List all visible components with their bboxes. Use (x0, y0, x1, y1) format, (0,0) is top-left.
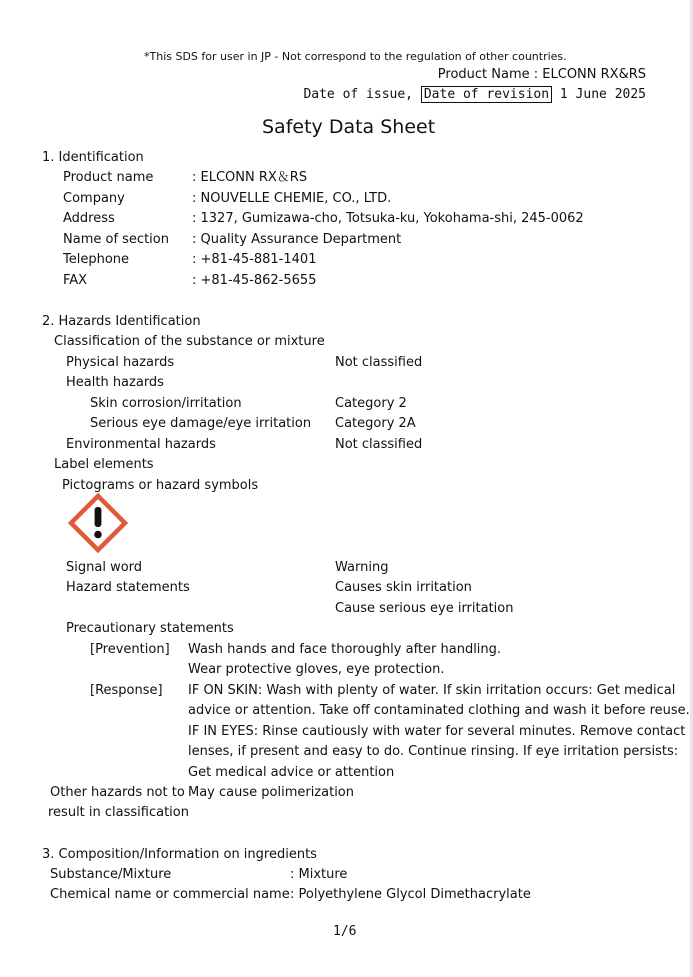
pictograms-heading: Pictograms or hazard symbols (62, 478, 259, 493)
physical-hazards-label: Physical hazards (66, 355, 175, 370)
label-elements-heading: Label elements (54, 457, 154, 472)
s1-label-fax: FAX (63, 273, 88, 288)
exclamation-mark-pictogram-icon (68, 493, 128, 553)
date-revision-box: Date of revision (421, 86, 552, 103)
product-name-header: Product Name : ELCONN RX&RS (437, 67, 646, 82)
date-line (303, 87, 646, 103)
date-prefix: Date of issue, (303, 87, 414, 102)
s1-value-section: : Quality Assurance Department (192, 232, 402, 247)
signal-word-value: Warning (335, 560, 389, 575)
s1-label-telephone: Telephone (63, 252, 130, 267)
hazard-statements-label: Hazard statements (66, 580, 190, 595)
skin-corrosion-label: Skin corrosion/irritation (90, 396, 242, 411)
response-line-4: lenses, if present and easy to do. Continue rinsing. If eye irritation persists: (188, 744, 679, 759)
section3-heading: 3. Composition/Information on ingredients (42, 847, 317, 862)
prevention-label: [Prevention] (90, 642, 170, 657)
response-line-5: Get medical advice or attention (188, 765, 395, 780)
classification-heading: Classification of the substance or mixture (54, 334, 325, 349)
environmental-hazards-value: Not classified (335, 437, 423, 452)
eye-damage-label: Serious eye damage/eye irritation (90, 416, 312, 431)
other-hazards-label-1: Other hazards not to (50, 785, 185, 800)
s1-value-fax: : +81-45-862-5655 (192, 273, 317, 288)
s1-value-company: : NOUVELLE CHEMIE, CO., LTD. (192, 191, 392, 206)
section1-heading: 1. Identification (42, 150, 144, 165)
hazard-statement-2: Cause serious eye irritation (335, 601, 514, 616)
date-value: 1 June 2025 (559, 87, 646, 102)
signal-word-label: Signal word (66, 560, 143, 575)
prevention-line-1: Wash hands and face thoroughly after handling. (188, 642, 502, 657)
response-label: [Response] (90, 683, 163, 698)
s1-label-section: Name of section (63, 232, 169, 247)
page-title: Safety Data Sheet (262, 116, 436, 138)
s1-value-address: : 1327, Gumizawa-cho, Totsuka-ku, Yokohama-shi, 245-0062 (192, 211, 584, 226)
other-hazards-value: May cause polimerization (188, 785, 355, 800)
s1-value-telephone: : +81-45-881-1401 (192, 252, 317, 267)
s1-label-company: Company (63, 191, 125, 206)
hazard-statement-1: Causes skin irritation (335, 580, 472, 595)
section2-heading: 2. Hazards Identification (42, 314, 201, 329)
environmental-hazards-label: Environmental hazards (66, 437, 216, 452)
response-line-2: advice or attention. Take off contaminated clothing and wash it before reuse. (188, 703, 690, 718)
other-hazards-label-2: result in classification (48, 805, 189, 820)
physical-hazards-value: Not classified (335, 355, 423, 370)
page-number: 1/6 (333, 924, 357, 939)
precautionary-heading: Precautionary statements (66, 621, 234, 636)
response-line-1: IF ON SKIN: Wash with plenty of water. If skin irritation occurs: Get medical (188, 683, 676, 698)
eye-damage-value: Category 2A (335, 416, 416, 431)
substance-mixture-label: Substance/Mixture (50, 867, 172, 882)
chemical-name-label: Chemical name or commercial name (50, 887, 290, 902)
response-line-3: IF IN EYES: Rinse cautiously with water for several minutes. Remove contact (188, 724, 686, 739)
prevention-line-2: Wear protective gloves, eye protection. (188, 662, 445, 677)
substance-mixture-value: : Mixture (290, 867, 348, 882)
health-hazards-label: Health hazards (66, 375, 164, 390)
jp-notice: *This SDS for user in JP - Not correspond to the regulation of other countries. (144, 50, 567, 63)
skin-corrosion-value: Category 2 (335, 396, 407, 411)
s1-value-product: : ELCONN RX＆RS (192, 170, 308, 185)
s1-label-product: Product name (63, 170, 154, 185)
chemical-name-value: : Polyethylene Glycol Dimethacrylate (290, 887, 531, 902)
s1-label-address: Address (63, 211, 115, 226)
